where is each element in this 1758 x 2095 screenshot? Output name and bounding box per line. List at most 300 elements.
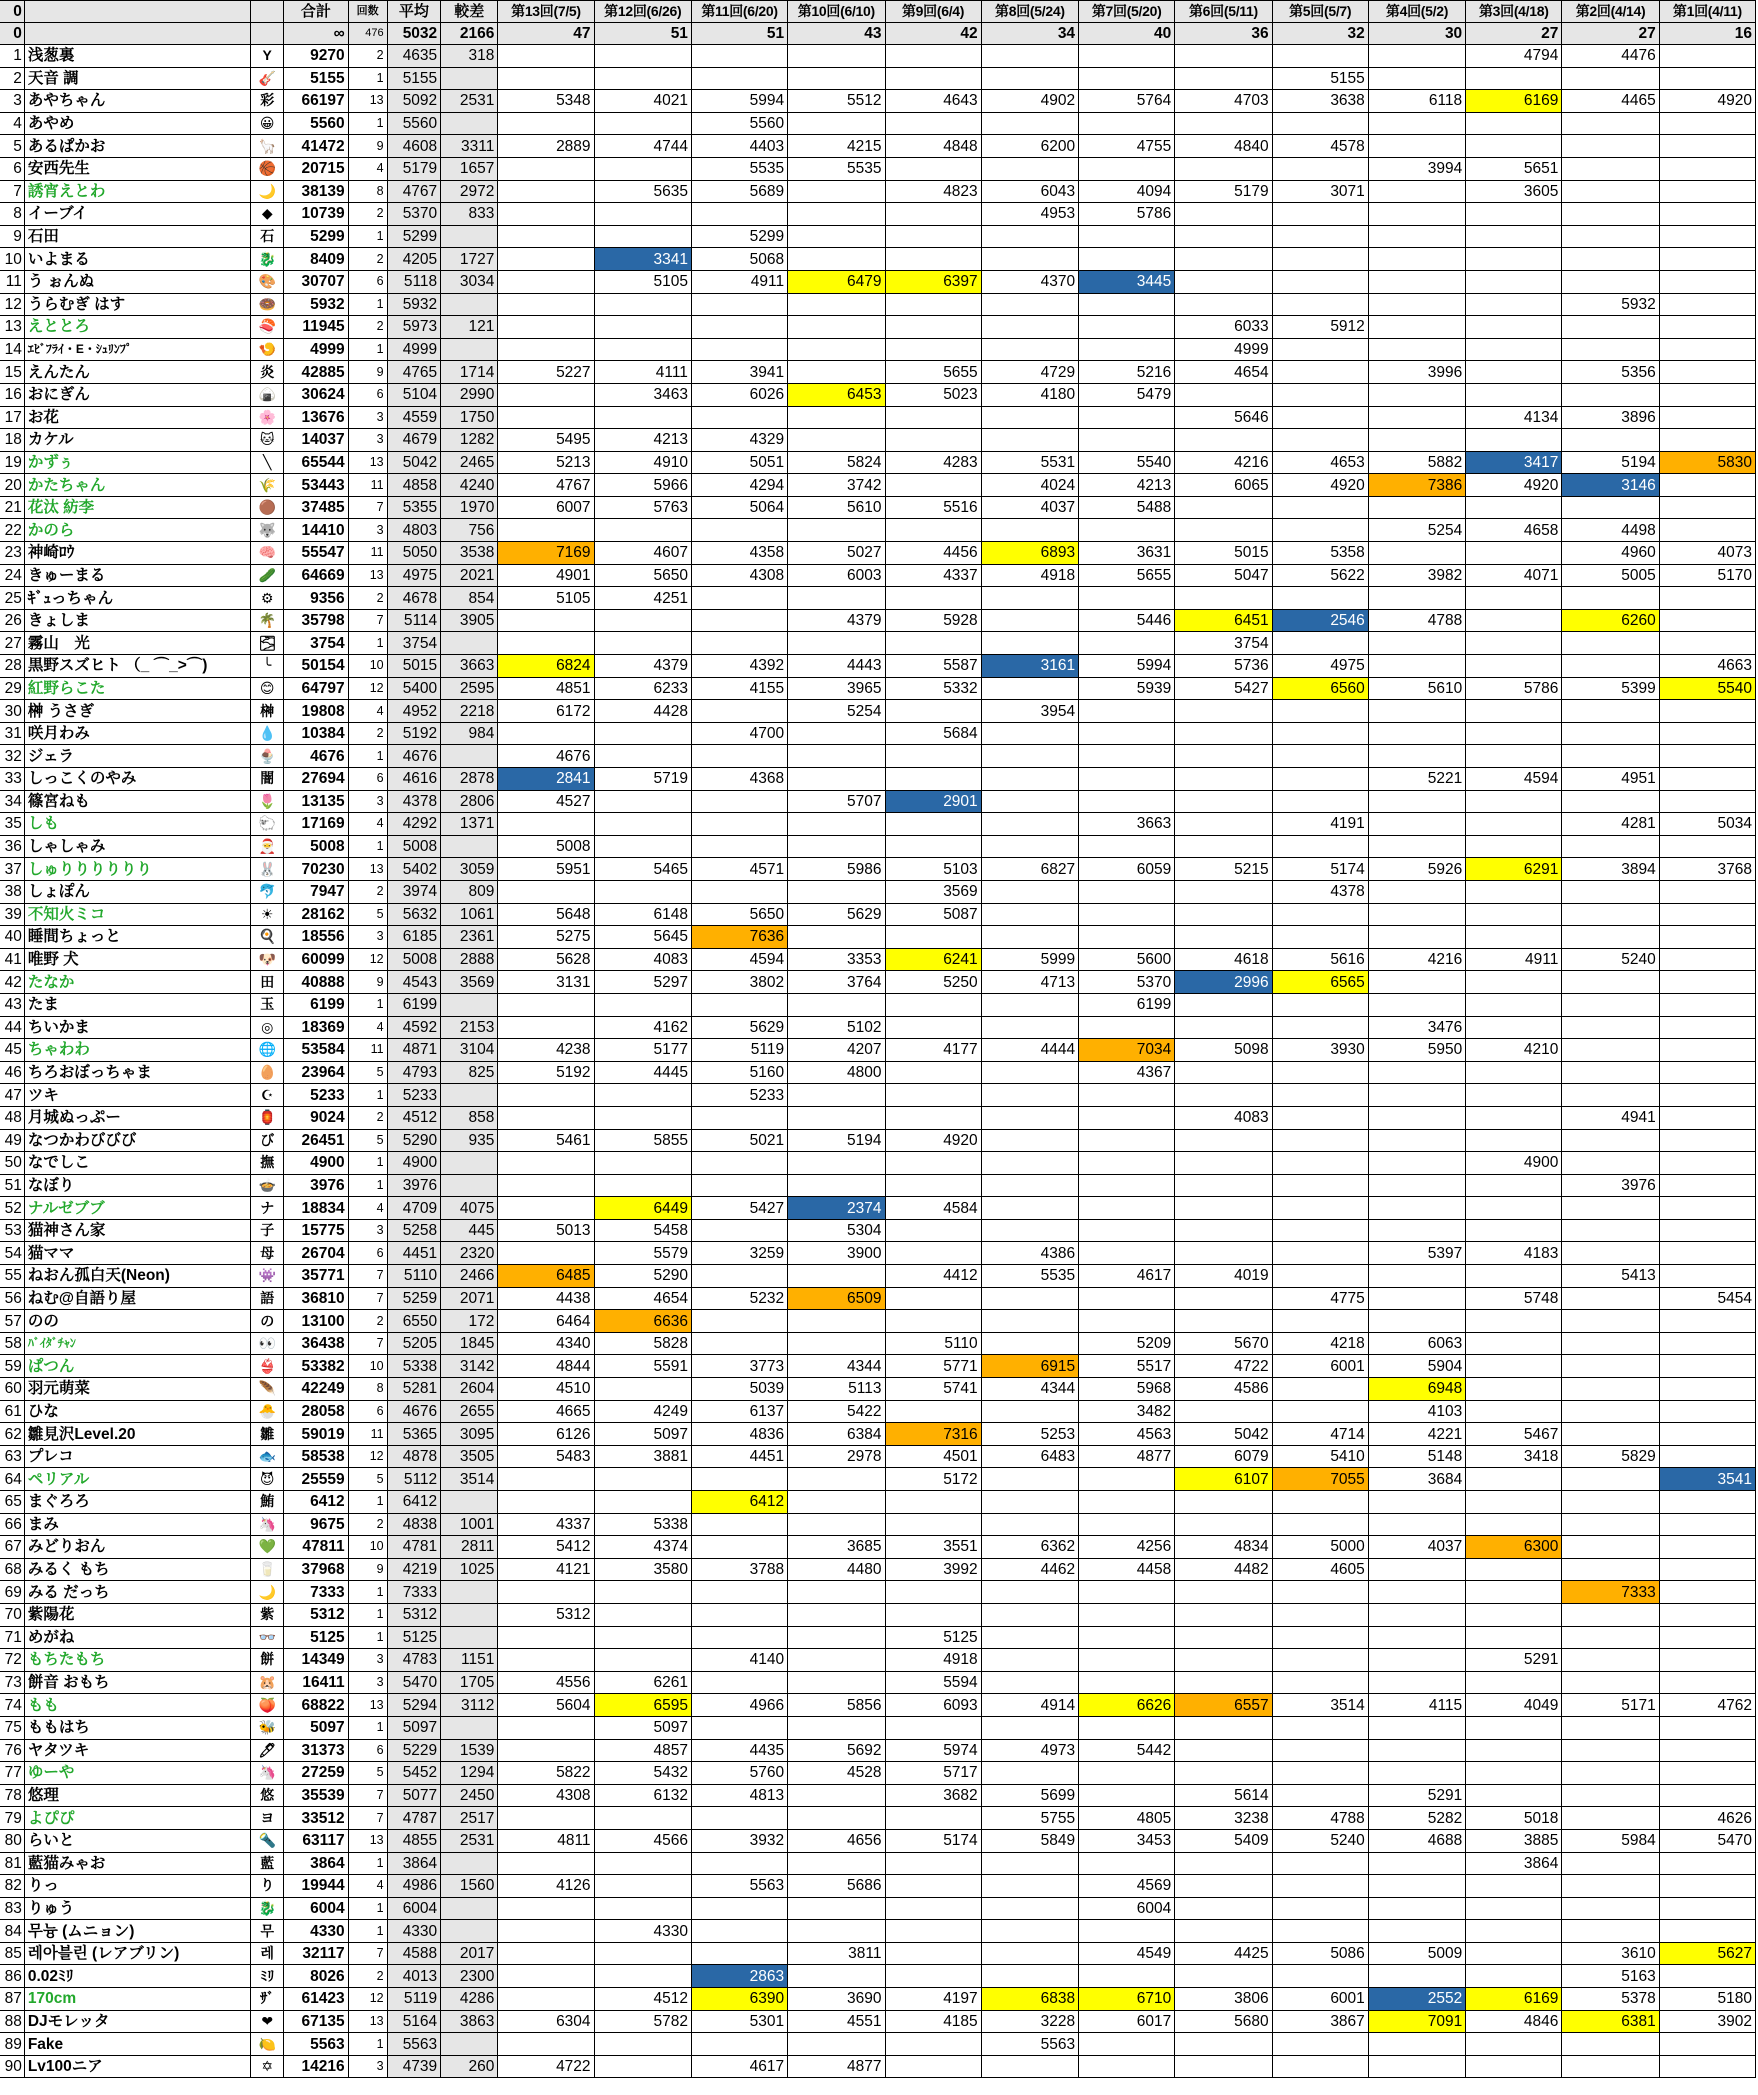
round-6-score-cell[interactable]: 5098 [1175,1039,1272,1062]
round-5-score-cell[interactable]: 2546 [1272,609,1368,632]
round-10-score-cell[interactable]: 5512 [788,90,885,113]
header-diff[interactable]: 較差 [441,1,498,23]
average-cell[interactable]: 4451 [387,1242,441,1265]
round-4-score-cell[interactable] [1368,496,1465,519]
round-5-score-cell[interactable] [1272,1310,1368,1333]
average-cell[interactable]: 5563 [387,2033,441,2056]
difference-cell[interactable]: 4240 [441,474,498,497]
round-1-score-cell[interactable] [1659,1603,1755,1626]
average-cell[interactable]: 3754 [387,632,441,655]
round-7-score-cell[interactable] [1079,1671,1175,1694]
round-7-score-cell[interactable] [1079,1581,1175,1604]
round-6-score-cell[interactable]: 6451 [1175,609,1272,632]
round-4-score-cell[interactable]: 4688 [1368,1829,1465,1852]
round-12-score-cell[interactable] [594,1965,691,1988]
round-12-score-cell[interactable] [594,2033,691,2056]
difference-cell[interactable]: 1282 [441,429,498,452]
round-6-score-cell[interactable]: 4586 [1175,1378,1272,1401]
round-3-score-cell[interactable] [1466,67,1562,90]
round-2-score-cell[interactable]: 6381 [1562,2010,1659,2033]
round-9-score-cell[interactable]: 4456 [885,542,981,565]
round-3-score-cell[interactable]: 6300 [1466,1536,1562,1559]
round-9-score-cell[interactable] [885,745,981,768]
round-10-score-cell[interactable]: 4379 [788,609,885,632]
round-2-score-cell[interactable] [1562,1807,1659,1830]
row-index-cell[interactable]: 56 [0,1287,24,1310]
round-13-score-cell[interactable]: 5213 [498,451,594,474]
round-2-score-cell[interactable]: 3896 [1562,406,1659,429]
round-11-score-cell[interactable]: 5629 [691,1016,787,1039]
player-icon-cell[interactable]: 🏀 [251,157,284,180]
player-icon-cell[interactable]: 🖊 [251,1739,284,1762]
round-4-score-cell[interactable] [1368,180,1465,203]
round-3-score-cell[interactable]: 5291 [1466,1649,1562,1672]
average-cell[interactable]: 5015 [387,655,441,678]
round-10-score-cell[interactable]: 3685 [788,1536,885,1559]
round-10-score-cell[interactable] [788,632,885,655]
round-7-score-cell[interactable] [1079,1920,1175,1943]
player-name-cell[interactable]: Fake [24,2033,250,2056]
difference-cell[interactable] [441,225,498,248]
round-5-score-cell[interactable] [1272,1852,1368,1875]
row-index-cell[interactable]: 32 [0,745,24,768]
round-6-score-cell[interactable]: 3806 [1175,1988,1272,2011]
round-7-score-cell[interactable] [1079,1174,1175,1197]
round-9-score-cell[interactable] [885,1242,981,1265]
player-icon-cell[interactable]: 🐣 [251,1400,284,1423]
round-4-score-cell[interactable] [1368,1265,1465,1288]
round-1-score-cell[interactable] [1659,1716,1755,1739]
round-11-score-cell[interactable]: 2863 [691,1965,787,1988]
round-3-score-cell[interactable]: 5651 [1466,157,1562,180]
count-cell[interactable]: 6 [348,1242,387,1265]
total-score-cell[interactable]: 10739 [284,203,349,226]
round-4-score-cell[interactable] [1368,1649,1465,1672]
round-8-score-cell[interactable] [981,677,1078,700]
round-11-score-cell[interactable]: 5232 [691,1287,787,1310]
round-2-score-cell[interactable] [1562,1355,1659,1378]
round-5-score-cell[interactable] [1272,1400,1368,1423]
round-4-score-cell[interactable] [1368,1671,1465,1694]
difference-cell[interactable]: 2806 [441,790,498,813]
round-1-score-cell[interactable] [1659,338,1755,361]
player-icon-cell[interactable]: り [251,1875,284,1898]
round-12-score-cell[interactable]: 5290 [594,1265,691,1288]
difference-cell[interactable]: 2465 [441,451,498,474]
round-9-score-cell[interactable]: 5928 [885,609,981,632]
row-index-cell[interactable]: 31 [0,722,24,745]
round-9-score-cell[interactable] [885,768,981,791]
round-5-score-cell[interactable] [1272,429,1368,452]
round-6-score-cell[interactable] [1175,429,1272,452]
player-name-cell[interactable]: 篠宮ねも [24,790,250,813]
round-1-score-cell[interactable] [1659,1965,1755,1988]
header-round-12[interactable]: 第12回(6/26) [594,1,691,23]
average-cell[interactable]: 6185 [387,926,441,949]
round-9-score-cell[interactable]: 5087 [885,903,981,926]
round-6-score-cell[interactable]: 5670 [1175,1332,1272,1355]
player-icon-cell[interactable]: 😀 [251,112,284,135]
round-9-score-cell[interactable]: 5516 [885,496,981,519]
round-13-score-cell[interactable] [498,270,594,293]
round-13-score-cell[interactable]: 4438 [498,1287,594,1310]
round-1-score-cell[interactable] [1659,112,1755,135]
player-name-cell[interactable]: しっこくのやみ [24,768,250,791]
round-12-score-cell[interactable] [594,112,691,135]
row-index-cell[interactable]: 52 [0,1197,24,1220]
row-index-cell[interactable]: 28 [0,655,24,678]
average-cell[interactable]: 5118 [387,270,441,293]
round-8-score-cell[interactable]: 5849 [981,1829,1078,1852]
round-5-score-cell[interactable]: 4653 [1272,451,1368,474]
round-2-score-cell[interactable] [1562,745,1659,768]
round-10-score-cell[interactable]: 4207 [788,1039,885,1062]
round-5-score-cell[interactable]: 3638 [1272,90,1368,113]
round-4-score-cell[interactable]: 7386 [1368,474,1465,497]
player-icon-cell[interactable]: 🍤 [251,338,284,361]
round-2-score-cell[interactable] [1562,700,1659,723]
round-9-score-cell[interactable] [885,429,981,452]
round-10-score-cell[interactable] [788,1468,885,1491]
player-icon-cell[interactable]: の [251,1310,284,1333]
row-index-cell[interactable]: 43 [0,993,24,1016]
round-13-score-cell[interactable] [498,1106,594,1129]
round-13-score-cell[interactable] [498,203,594,226]
round-4-score-cell[interactable]: 5254 [1368,519,1465,542]
round-4-score-cell[interactable] [1368,1219,1465,1242]
average-cell[interactable]: 5312 [387,1603,441,1626]
round-2-score-cell[interactable]: 4498 [1562,519,1659,542]
round-4-score-cell[interactable] [1368,700,1465,723]
round-7-score-cell[interactable] [1079,880,1175,903]
round-11-score-cell[interactable] [691,745,787,768]
round-4-score-cell[interactable] [1368,722,1465,745]
round-8-score-cell[interactable] [981,112,1078,135]
round-13-score-cell[interactable]: 5483 [498,1445,594,1468]
player-icon-cell[interactable]: 🍳 [251,926,284,949]
round-2-score-cell[interactable]: 4951 [1562,768,1659,791]
difference-cell[interactable]: 2021 [441,564,498,587]
round-6-score-cell[interactable] [1175,903,1272,926]
round-3-score-cell[interactable] [1466,813,1562,836]
summary-total[interactable]: ∞ [284,23,349,45]
round-7-score-cell[interactable] [1079,1784,1175,1807]
average-cell[interactable]: 5932 [387,293,441,316]
round-4-score-cell[interactable] [1368,1061,1465,1084]
round-1-score-cell[interactable]: 5454 [1659,1287,1755,1310]
count-cell[interactable]: 4 [348,700,387,723]
player-name-cell[interactable]: いよまる [24,248,250,271]
round-10-score-cell[interactable] [788,1807,885,1830]
player-icon-cell[interactable]: ﾐﾘ [251,1965,284,1988]
count-cell[interactable]: 1 [348,1174,387,1197]
round-12-score-cell[interactable]: 5782 [594,2010,691,2033]
round-4-score-cell[interactable] [1368,880,1465,903]
round-11-score-cell[interactable] [691,316,787,339]
total-score-cell[interactable]: 4676 [284,745,349,768]
round-3-score-cell[interactable]: 4794 [1466,45,1562,68]
round-3-score-cell[interactable] [1466,1897,1562,1920]
total-score-cell[interactable]: 19808 [284,700,349,723]
round-10-score-cell[interactable]: 3764 [788,971,885,994]
round-1-score-cell[interactable]: 4626 [1659,1807,1755,1830]
difference-cell[interactable]: 3538 [441,542,498,565]
round-7-score-cell[interactable]: 4569 [1079,1875,1175,1898]
round-11-score-cell[interactable]: 4813 [691,1784,787,1807]
total-score-cell[interactable]: 5008 [284,835,349,858]
round-2-score-cell[interactable] [1562,880,1659,903]
row-index-cell[interactable]: 44 [0,1016,24,1039]
round-4-score-cell[interactable]: 5009 [1368,1942,1465,1965]
total-score-cell[interactable]: 28162 [284,903,349,926]
round-1-score-cell[interactable] [1659,745,1755,768]
player-icon-cell[interactable]: 🪶 [251,1378,284,1401]
round-9-score-cell[interactable] [885,519,981,542]
average-cell[interactable]: 5164 [387,2010,441,2033]
average-cell[interactable]: 5338 [387,1355,441,1378]
round-2-score-cell[interactable] [1562,632,1659,655]
round-3-score-cell[interactable] [1466,1626,1562,1649]
difference-cell[interactable]: 2604 [441,1378,498,1401]
round-4-score-cell[interactable]: 4216 [1368,948,1465,971]
average-cell[interactable]: 5290 [387,1129,441,1152]
round-1-score-cell[interactable] [1659,1920,1755,1943]
difference-cell[interactable]: 2531 [441,1829,498,1852]
difference-cell[interactable] [441,632,498,655]
count-cell[interactable]: 3 [348,790,387,813]
round-12-score-cell[interactable]: 5591 [594,1355,691,1378]
round-2-score-cell[interactable] [1562,1716,1659,1739]
total-score-cell[interactable]: 47811 [284,1536,349,1559]
round-10-score-cell[interactable] [788,338,885,361]
round-13-score-cell[interactable]: 4901 [498,564,594,587]
round-6-score-cell[interactable]: 6079 [1175,1445,1272,1468]
round-9-score-cell[interactable] [885,1491,981,1514]
total-score-cell[interactable]: 9270 [284,45,349,68]
difference-cell[interactable] [441,1897,498,1920]
round-12-score-cell[interactable]: 4374 [594,1536,691,1559]
header-icon-cell[interactable] [251,1,284,23]
round-7-score-cell[interactable] [1079,1649,1175,1672]
round-8-score-cell[interactable]: 6362 [981,1536,1078,1559]
round-1-score-cell[interactable] [1659,903,1755,926]
row-index-cell[interactable]: 35 [0,813,24,836]
round-9-score-cell[interactable] [885,406,981,429]
round-8-score-cell[interactable] [981,745,1078,768]
round-12-score-cell[interactable]: 4021 [594,90,691,113]
round-13-score-cell[interactable]: 4121 [498,1558,594,1581]
average-cell[interactable]: 4838 [387,1513,441,1536]
difference-cell[interactable]: 854 [441,587,498,610]
round-3-score-cell[interactable] [1466,1129,1562,1152]
round-5-score-cell[interactable] [1272,338,1368,361]
round-13-score-cell[interactable]: 5648 [498,903,594,926]
round-12-score-cell[interactable] [594,1626,691,1649]
round-4-score-cell[interactable] [1368,45,1465,68]
count-cell[interactable]: 1 [348,1152,387,1175]
player-name-cell[interactable]: 咲月わみ [24,722,250,745]
average-cell[interactable]: 4793 [387,1061,441,1084]
round-12-score-cell[interactable]: 3463 [594,383,691,406]
round-12-score-cell[interactable] [594,1468,691,1491]
round-11-score-cell[interactable]: 5021 [691,1129,787,1152]
round-13-score-cell[interactable]: 6824 [498,655,594,678]
round-5-score-cell[interactable]: 6565 [1272,971,1368,994]
round-9-score-cell[interactable]: 5974 [885,1739,981,1762]
round-3-score-cell[interactable]: 3418 [1466,1445,1562,1468]
player-name-cell[interactable]: かのら [24,519,250,542]
total-score-cell[interactable]: 53584 [284,1039,349,1062]
player-name-cell[interactable]: 神崎ﾛｳ [24,542,250,565]
round-3-score-cell[interactable]: 6169 [1466,1988,1562,2011]
player-name-cell[interactable]: しも [24,813,250,836]
round-1-score-cell[interactable] [1659,1355,1755,1378]
round-2-score-cell[interactable] [1562,203,1659,226]
row-index-cell[interactable]: 9 [0,225,24,248]
round-12-score-cell[interactable] [594,203,691,226]
row-index-cell[interactable]: 20 [0,474,24,497]
row-index-cell[interactable]: 75 [0,1716,24,1739]
round-7-score-cell[interactable] [1079,1491,1175,1514]
round-7-score-cell[interactable]: 5786 [1079,203,1175,226]
difference-cell[interactable] [441,67,498,90]
player-name-cell[interactable]: あやちゃん [24,90,250,113]
round-12-score-cell[interactable]: 4428 [594,700,691,723]
total-score-cell[interactable]: 36810 [284,1287,349,1310]
round-2-score-cell[interactable]: 4281 [1562,813,1659,836]
difference-cell[interactable]: 935 [441,1129,498,1152]
row-index-cell[interactable]: 88 [0,2010,24,2033]
row-index-cell[interactable]: 8 [0,203,24,226]
round-11-score-cell[interactable] [691,67,787,90]
player-icon-cell[interactable]: 玉 [251,993,284,1016]
round-10-score-cell[interactable]: 6509 [788,1287,885,1310]
round-4-score-cell[interactable]: 6118 [1368,90,1465,113]
round-12-score-cell[interactable] [594,225,691,248]
round-1-score-cell[interactable] [1659,1897,1755,1920]
round-11-score-cell[interactable] [691,1332,787,1355]
round-2-score-cell[interactable]: 5356 [1562,361,1659,384]
average-cell[interactable]: 4635 [387,45,441,68]
round-12-score-cell[interactable] [594,1897,691,1920]
player-name-cell[interactable]: みる だっち [24,1581,250,1604]
round-10-score-cell[interactable] [788,745,885,768]
round-1-score-cell[interactable] [1659,406,1755,429]
player-icon-cell[interactable]: 雛 [251,1423,284,1446]
round-4-score-cell[interactable] [1368,67,1465,90]
round-11-score-cell[interactable] [691,1897,787,1920]
round-4-score-cell[interactable] [1368,1513,1465,1536]
round-11-score-cell[interactable] [691,1852,787,1875]
round-8-score-cell[interactable]: 6893 [981,542,1078,565]
round-13-score-cell[interactable]: 6304 [498,2010,594,2033]
average-cell[interactable]: 4975 [387,564,441,587]
total-score-cell[interactable]: 67135 [284,2010,349,2033]
round-8-score-cell[interactable] [981,406,1078,429]
round-4-score-cell[interactable] [1368,1491,1465,1514]
row-index-cell[interactable]: 38 [0,880,24,903]
count-cell[interactable]: 3 [348,1649,387,1672]
round-7-score-cell[interactable] [1079,248,1175,271]
round-7-score-cell[interactable] [1079,700,1175,723]
player-icon-cell[interactable]: 🌸 [251,406,284,429]
round-1-score-cell[interactable]: 4663 [1659,655,1755,678]
round-6-score-cell[interactable]: 5215 [1175,858,1272,881]
round-9-score-cell[interactable]: 3569 [885,880,981,903]
difference-cell[interactable]: 318 [441,45,498,68]
round-6-score-cell[interactable] [1175,225,1272,248]
round-8-score-cell[interactable]: 6200 [981,135,1078,158]
average-cell[interactable]: 4608 [387,135,441,158]
round-9-score-cell[interactable]: 5103 [885,858,981,881]
round-8-score-cell[interactable]: 6043 [981,180,1078,203]
count-cell[interactable]: 3 [348,406,387,429]
total-score-cell[interactable]: 14349 [284,1649,349,1672]
average-cell[interactable]: 4739 [387,2055,441,2078]
average-cell[interactable]: 4986 [387,1875,441,1898]
round-9-score-cell[interactable]: 6093 [885,1694,981,1717]
round-3-score-cell[interactable] [1466,1513,1562,1536]
count-cell[interactable]: 5 [348,1468,387,1491]
round-9-score-cell[interactable] [885,2055,981,2078]
round-13-score-cell[interactable]: 2841 [498,768,594,791]
round-1-score-cell[interactable] [1659,790,1755,813]
round-13-score-cell[interactable]: 5951 [498,858,594,881]
average-cell[interactable]: 3976 [387,1174,441,1197]
round-10-score-cell[interactable] [788,112,885,135]
row-index-cell[interactable]: 11 [0,270,24,293]
round-7-score-cell[interactable]: 3482 [1079,1400,1175,1423]
average-cell[interactable]: 5560 [387,112,441,135]
round-3-score-cell[interactable] [1466,1400,1562,1423]
round-10-score-cell[interactable]: 5304 [788,1219,885,1242]
round-5-score-cell[interactable]: 6560 [1272,677,1368,700]
round-4-score-cell[interactable] [1368,835,1465,858]
round-10-score-cell[interactable]: 5113 [788,1378,885,1401]
round-2-score-cell[interactable]: 5932 [1562,293,1659,316]
player-name-cell[interactable]: りゅう [24,1897,250,1920]
round-4-score-cell[interactable] [1368,406,1465,429]
round-5-score-cell[interactable] [1272,1129,1368,1152]
round-7-score-cell[interactable]: 4549 [1079,1942,1175,1965]
count-cell[interactable]: 7 [348,1784,387,1807]
average-cell[interactable]: 5400 [387,677,441,700]
average-cell[interactable]: 6550 [387,1310,441,1333]
round-4-score-cell[interactable] [1368,112,1465,135]
round-6-score-cell[interactable] [1175,2055,1272,2078]
player-icon-cell[interactable]: ヨ [251,1807,284,1830]
difference-cell[interactable]: 756 [441,519,498,542]
total-score-cell[interactable]: 58538 [284,1445,349,1468]
round-6-score-cell[interactable]: 5646 [1175,406,1272,429]
count-cell[interactable]: 3 [348,2055,387,2078]
round-3-score-cell[interactable]: 4134 [1466,406,1562,429]
round-12-score-cell[interactable]: 5763 [594,496,691,519]
round-3-score-cell[interactable] [1466,1084,1562,1107]
round-5-score-cell[interactable]: 3514 [1272,1694,1368,1717]
round-11-score-cell[interactable] [691,880,787,903]
difference-cell[interactable]: 3514 [441,1468,498,1491]
round-6-score-cell[interactable] [1175,880,1272,903]
header-round-10[interactable]: 第10回(6/10) [788,1,885,23]
round-2-score-cell[interactable] [1562,1626,1659,1649]
round-6-score-cell[interactable]: 6557 [1175,1694,1272,1717]
round-1-score-cell[interactable] [1659,948,1755,971]
round-7-score-cell[interactable] [1079,745,1175,768]
round-2-score-cell[interactable] [1562,67,1659,90]
round-2-score-cell[interactable] [1562,1016,1659,1039]
round-3-score-cell[interactable] [1466,587,1562,610]
